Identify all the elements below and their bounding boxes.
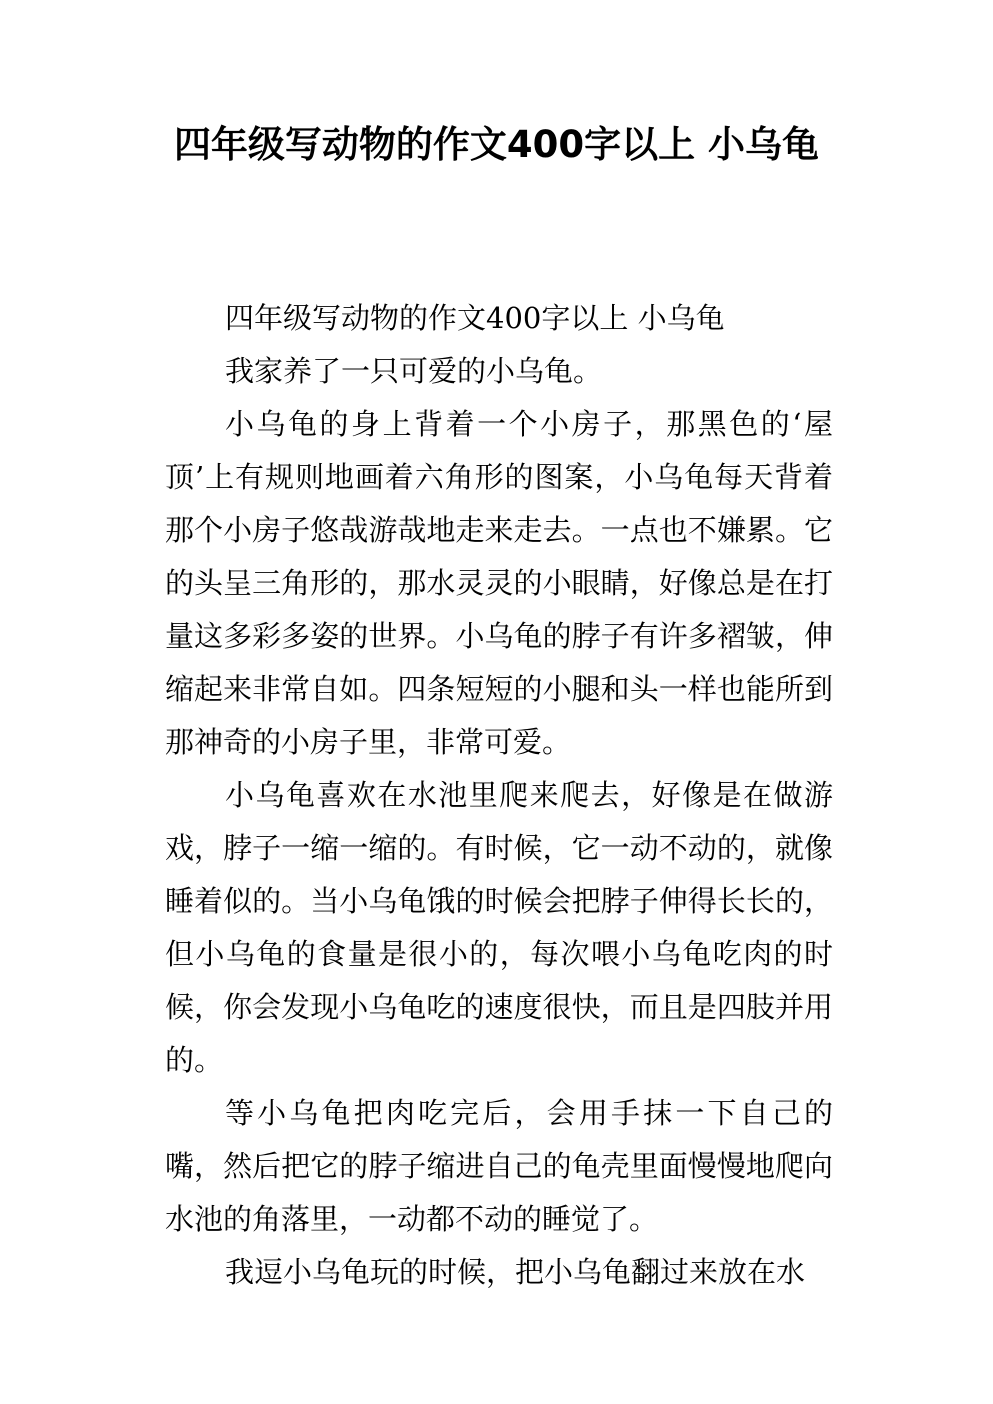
- paragraph-playing: 我逗小乌龟玩的时候，把小乌龟翻过来放在水: [225, 1255, 806, 1289]
- paragraph-after-eating: 等小乌龟把肉吃完后，会用手抹一下自己的嘴，然后把它的脖子缩进自己的龟壳里面慢慢地爬向水池的角落里，一动都不动的睡觉了。: [165, 1096, 833, 1236]
- paragraph-habits: 小乌龟喜欢在水池里爬来爬去，好像是在做游戏，脖子一缩一缩的。有时候，它一动不动的，就像睡着似的。当小乌龟饿的时候会把脖子伸得长长的，但小乌龟的食量是很小的，每次喂小乌龟吃肉的时候，你会发现小乌龟吃的速度很快，而且是四肢并用的。: [165, 778, 833, 1077]
- document-body: [165, 292, 833, 1299]
- document-title: 四年级写动物的作文400字以上 小乌龟: [173, 123, 820, 166]
- paragraph-heading-repeat: 四年级写动物的作文400字以上 小乌龟: [225, 301, 725, 335]
- paragraph-appearance: 小乌龟的身上背着一个小房子，那黑色的‘屋顶’上有规则地画着六角形的图案，小乌龟每天背着那个小房子悠哉游哉地走来走去。一点也不嫌累。它的头呈三角形的，那水灵灵的小眼睛，好像总是在打量这多彩多姿的世界。小乌龟的脖子有许多褶皱，伸缩起来非常自如。四条短短的小腿和头一样也能所到那神奇的小房子里，非常可爱。: [165, 407, 833, 759]
- paragraph-intro: 我家养了一只可爱的小乌龟。: [225, 354, 603, 388]
